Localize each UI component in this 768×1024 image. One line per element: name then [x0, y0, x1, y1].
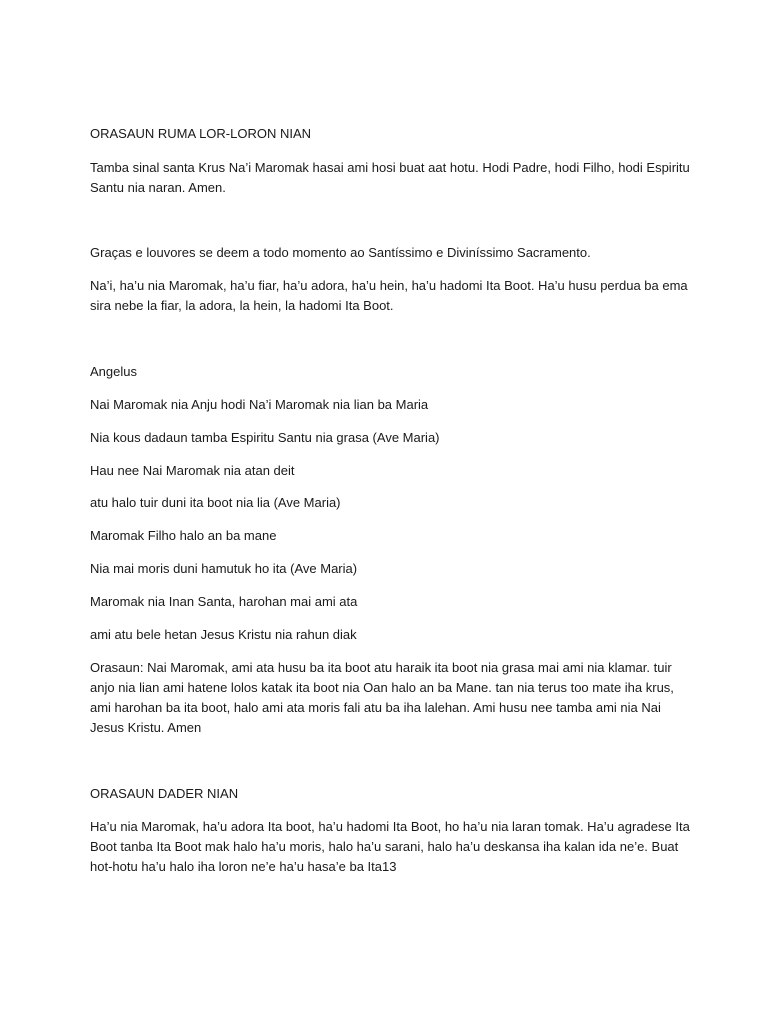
angelus-line: atu halo tuir duni ita boot nia lia (Ave Maria): [90, 495, 341, 510]
heading-orasaun-ruma: ORASAUN RUMA LOR-LORON NIAN: [90, 126, 312, 141]
angelus-line: Nia kous dadaun tamba Espiritu Santu nia grasa (Ave Maria): [90, 430, 440, 445]
paragraph-orasaun-angelus: Orasaun: Nai Maromak, ami ata husu ba ita boot atu haraik ita boot nia grasa mai ami nia klamar. tuir anjo nia lian ami hatene lolos katak ita boot nia Oan halo an ba Mane. tan nia terus too mate iha krus, ami harohan ba ita boot, halo ami ata moris fali atu ba iha lalehan. Ami husu nee tamba ami nia Nai Jesus Kristu. Amen: [90, 660, 674, 735]
paragraph-nai-maromak: Na’i, ha’u nia Maromak, ha’u fiar, ha’u adora, ha’u hein, ha’u hadomi Ita Boot. Ha’u husu perdua ba ema sira nebe la fiar, la adora, la hein, la hadomi Ita Boot.: [90, 278, 688, 313]
angelus-line: Maromak nia Inan Santa, harohan mai ami ata: [90, 594, 358, 609]
paragraph-dader: Ha’u nia Maromak, ha’u adora Ita boot, ha’u hadomi Ita Boot, ho ha’u nia laran tomak. Ha’u agradese Ita Boot tanba Ita Boot mak halo ha’u moris, halo ha’u sarani, halo ha’u deskansa iha kalan ida ne’e. Buat hot-hotu ha’u halo iha loron ne’e ha’u hasa’e ba Ita13: [90, 819, 690, 874]
angelus-line: Maromak Filho halo an ba mane: [90, 528, 277, 543]
heading-orasaun-dader: ORASAUN DADER NIAN: [90, 786, 239, 801]
angelus-line: Nia mai moris duni hamutuk ho ita (Ave Maria): [90, 561, 358, 576]
paragraph-sinal-santa-krus: Tamba sinal santa Krus Na’i Maromak hasai ami hosi buat aat hotu. Hodi Padre, hodi Filho, hodi Espiritu Santu nia naran. Amen.: [90, 160, 690, 195]
heading-angelus: Angelus: [90, 364, 137, 379]
angelus-line: Nai Maromak nia Anju hodi Na’i Maromak nia lian ba Maria: [90, 397, 429, 412]
paragraph-gracas: Graças e louvores se deem a todo momento ao Santíssimo e Diviníssimo Sacramento.: [90, 245, 591, 260]
angelus-line: ami atu bele hetan Jesus Kristu nia rahun diak: [90, 627, 357, 642]
angelus-line: Hau nee Nai Maromak nia atan deit: [90, 463, 295, 478]
